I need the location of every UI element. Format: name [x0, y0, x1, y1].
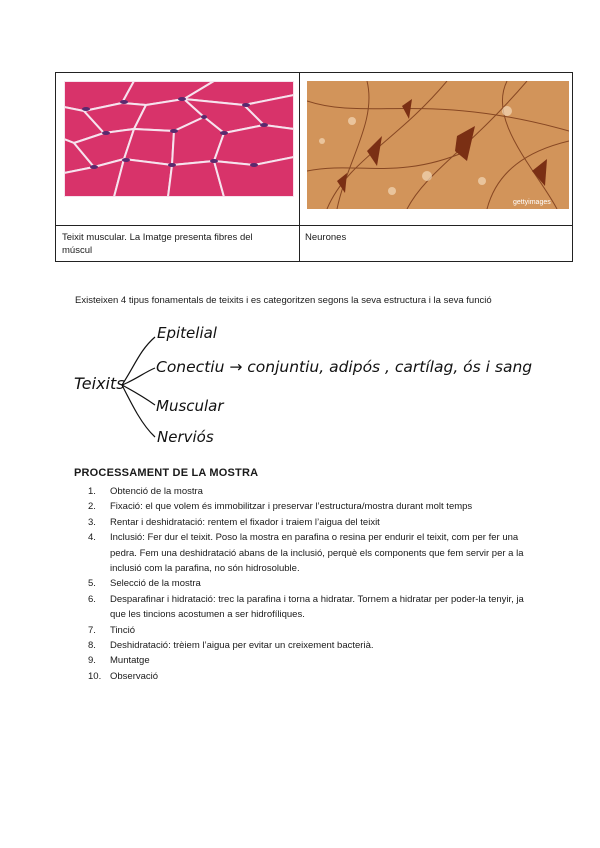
list-item-number: 9. — [88, 655, 96, 667]
list-item — [82, 484, 532, 499]
list-item-text: Muntatge — [110, 655, 150, 667]
list-item-text: Deshidratació: trèiem l’aigua per evitar un creixement bacterià. — [110, 640, 374, 652]
list-item-text: Rentar i deshidratació: rentem el fixador i traiem l’aigua del teixit — [110, 516, 380, 528]
list-item-number: 7. — [88, 624, 96, 636]
list-item — [82, 623, 532, 638]
diagram-branch-conectiu: Conectiu → conjuntiu, adipós , cartílag, ós i sang — [156, 358, 533, 376]
list-item-text: Fixació: el que volem és immobilitzar i preservar l’estructura/mostra durant molt temps — [110, 501, 473, 513]
intro-paragraph: Existeixen 4 tipus fonamentals de teixits i es categoritzen segons la seva estructura i la seva funció — [75, 295, 492, 306]
list-item-number: 2. — [88, 501, 96, 513]
section-title: PROCESSAMENT DE LA MOSTRA — [74, 467, 259, 479]
diagram-branch-muscular: Muscular — [156, 397, 224, 415]
list-item-number: 3. — [88, 516, 96, 528]
list-item-text: Desparafinar i hidratació: trec la parafina i torna a hidratar. Tornem a hidratar per poder-la tenyir, ja que les tincions acostumen a ser hidrofíliques. — [110, 593, 524, 621]
list-item — [82, 515, 532, 530]
list-item-text: Observació — [110, 670, 159, 682]
list-item — [82, 653, 532, 668]
list-item-number: 4. — [88, 532, 96, 544]
diagram-root: Teixits — [74, 374, 125, 393]
list-item-text: Selecció de la mostra — [110, 578, 201, 590]
list-item-number: 10. — [88, 670, 102, 682]
list-item — [82, 530, 532, 576]
diagram-branch-epitelial: Epitelial — [157, 324, 217, 342]
caption-muscle: Teixit muscular. La Imatge presenta fibres del múscul — [62, 232, 253, 256]
list-item — [82, 669, 532, 684]
list-item — [82, 592, 532, 623]
list-item-number: 5. — [88, 578, 96, 590]
diagram-branch-nervios: Nerviós — [157, 428, 214, 446]
list-item — [82, 499, 532, 514]
list-item-number: 1. — [88, 486, 96, 497]
list-item-number: 8. — [88, 640, 96, 652]
list-item-text: Inclusió: Fer dur el teixit. Poso la mostra en parafina o resina per endurir el teixit, com per fer una pedra. Fem una deshidratació abans de la inclusió, perquè els components que fem servir per a la inclusió com la parafina, no són hidrosoluble. — [110, 532, 524, 575]
list-item-text: Tinció — [110, 624, 135, 636]
steps-list — [82, 484, 532, 684]
list-item-number: 6. — [88, 593, 96, 605]
caption-neurons: Neurones — [305, 232, 347, 243]
watermark-text: gettyimages — [513, 199, 551, 206]
list-item — [82, 638, 532, 653]
list-item — [82, 576, 532, 591]
list-item-text: Obtenció de la mostra — [110, 486, 203, 497]
